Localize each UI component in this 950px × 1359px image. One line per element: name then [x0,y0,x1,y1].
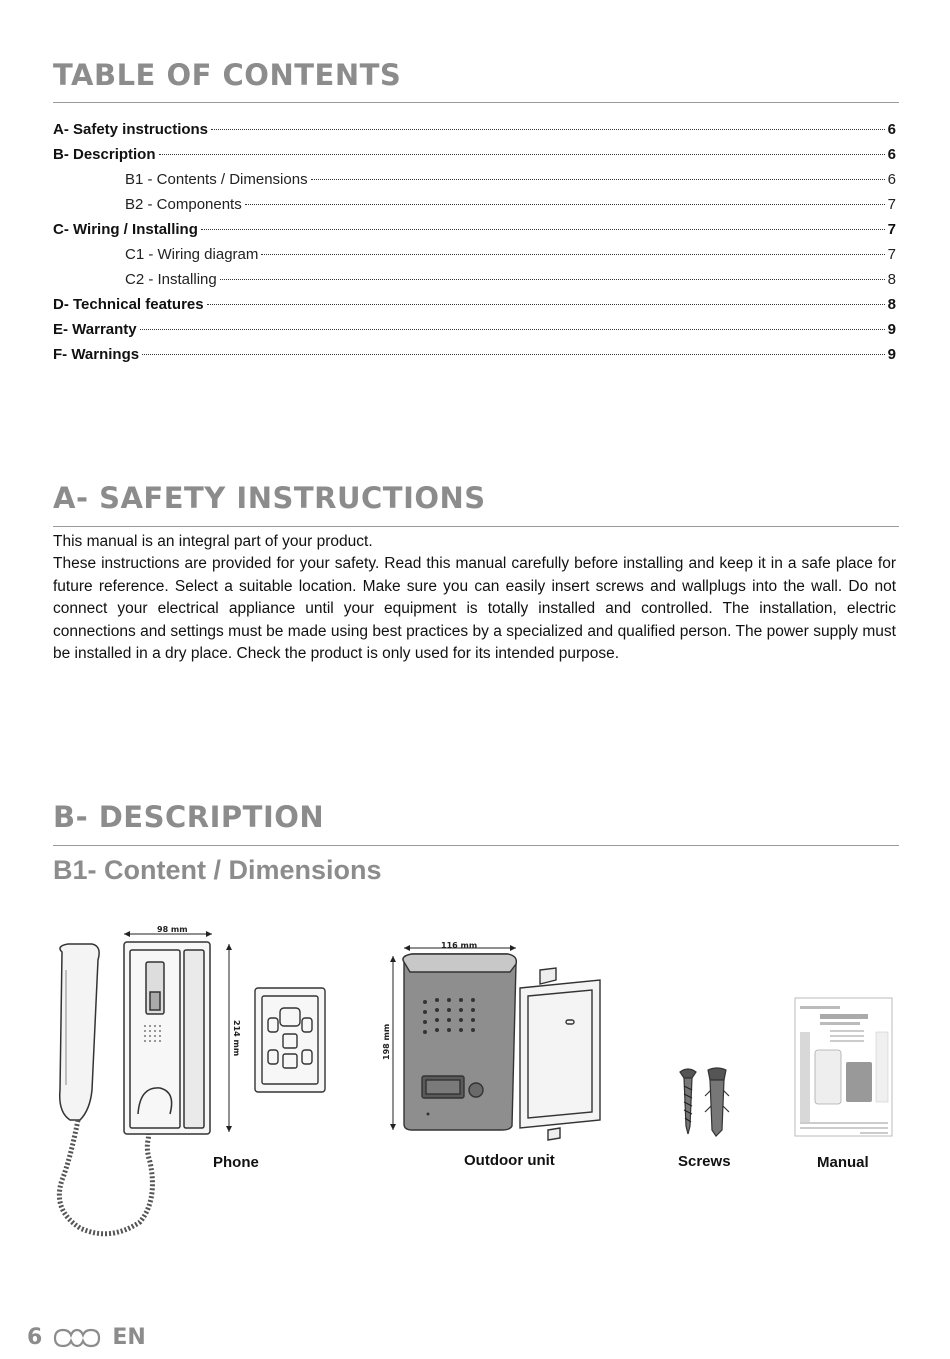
safety-text [53,531,896,665]
outdoor-unit-caption: Outdoor unit [464,1152,555,1169]
toc-leader-dots [142,354,885,355]
toc-entry [53,221,896,246]
toc-entry [53,146,896,171]
toc-entry-label: B2 - Components [125,196,242,213]
toc-entry-label: C2 - Installing [125,271,217,288]
manual-caption: Manual [817,1154,869,1171]
toc-entry-label: E- Warranty [53,321,137,338]
toc-leader-dots [311,179,885,180]
toc-entry-page: 6 [887,121,896,138]
manual-illustration [795,998,892,1136]
toc-leader-dots [211,129,885,130]
page-footer [27,1325,146,1350]
brand-logo-icon [52,1327,102,1349]
toc-entry [53,296,896,321]
toc-entry [53,321,896,346]
description-rule [53,845,899,846]
toc-entry-label: F- Warnings [53,346,140,363]
safety-body: These instructions are provided for your safety. Read this manual carefully before installing and keep it in a safe place for future reference. Select a suitable location. Make sure you can easily insert screws and wallplugs into the wall. Do not connect your electrical appliance until your equipment is totally installed and controlled. The installation, electric connections and settings must be made using best practices by a specialized and qualified person. The power supply must be installed in a dry place. Check the product is only used for its intended purpose. [53,555,896,663]
toc-leader-dots [159,154,885,155]
toc-leader-dots [245,204,885,205]
subsection-title: B1- Content / Dimensions [53,855,382,885]
outdoor-height-label: 198 mm [382,1023,391,1060]
toc-leader-dots [207,304,885,305]
toc-entry-label: B1 - Contents / Dimensions [125,171,308,188]
toc-entry-page: 9 [887,346,896,363]
toc-entry-label: A- Safety instructions [53,121,209,138]
toc-entry [53,121,896,146]
toc-entry-page: 7 [887,196,896,213]
safety-rule [53,526,899,527]
toc-entry-page: 7 [887,246,896,263]
phone-caption: Phone [213,1154,259,1171]
toc-entry [53,171,896,196]
toc-title: TABLE OF CONTENTS [53,58,402,92]
toc-entry [53,346,896,371]
phone-height-label: 214 mm [232,1020,241,1057]
safety-line-1: This manual is an integral part of your product. [53,533,373,550]
toc-entry-label: B- Description [53,146,156,163]
toc-entry-label: D- Technical features [53,296,204,313]
toc-entry-page: 7 [887,221,896,238]
screws-illustration [680,1068,729,1136]
outdoor-unit-illustration [390,945,600,1140]
language-label: EN [112,1325,146,1350]
toc-leader-dots [201,229,885,230]
toc-entry [53,271,896,296]
toc-entry [53,246,896,271]
toc-entry-page: 6 [887,146,896,163]
page-number: 6 [27,1325,43,1350]
toc-entry-page: 6 [887,171,896,188]
toc-leader-dots [140,329,885,330]
table-of-contents [53,121,896,371]
description-title: B- DESCRIPTION [53,800,325,834]
toc-leader-dots [261,254,884,255]
safety-title: A- SAFETY INSTRUCTIONS [53,481,486,515]
screws-caption: Screws [678,1153,731,1170]
toc-entry-page: 8 [887,296,896,313]
phone-width-label: 98 mm [157,925,188,934]
toc-entry-page: 9 [887,321,896,338]
toc-rule [53,102,899,103]
toc-entry-label: C- Wiring / Installing [53,221,198,238]
outdoor-width-label: 116 mm [441,941,478,950]
toc-entry-page: 8 [887,271,896,288]
toc-leader-dots [220,279,885,280]
toc-entry-label: C1 - Wiring diagram [125,246,259,263]
phone-illustration [59,931,232,1234]
product-contents-figure [0,900,950,1250]
wall-bracket-illustration [255,988,325,1092]
toc-entry [53,196,896,221]
